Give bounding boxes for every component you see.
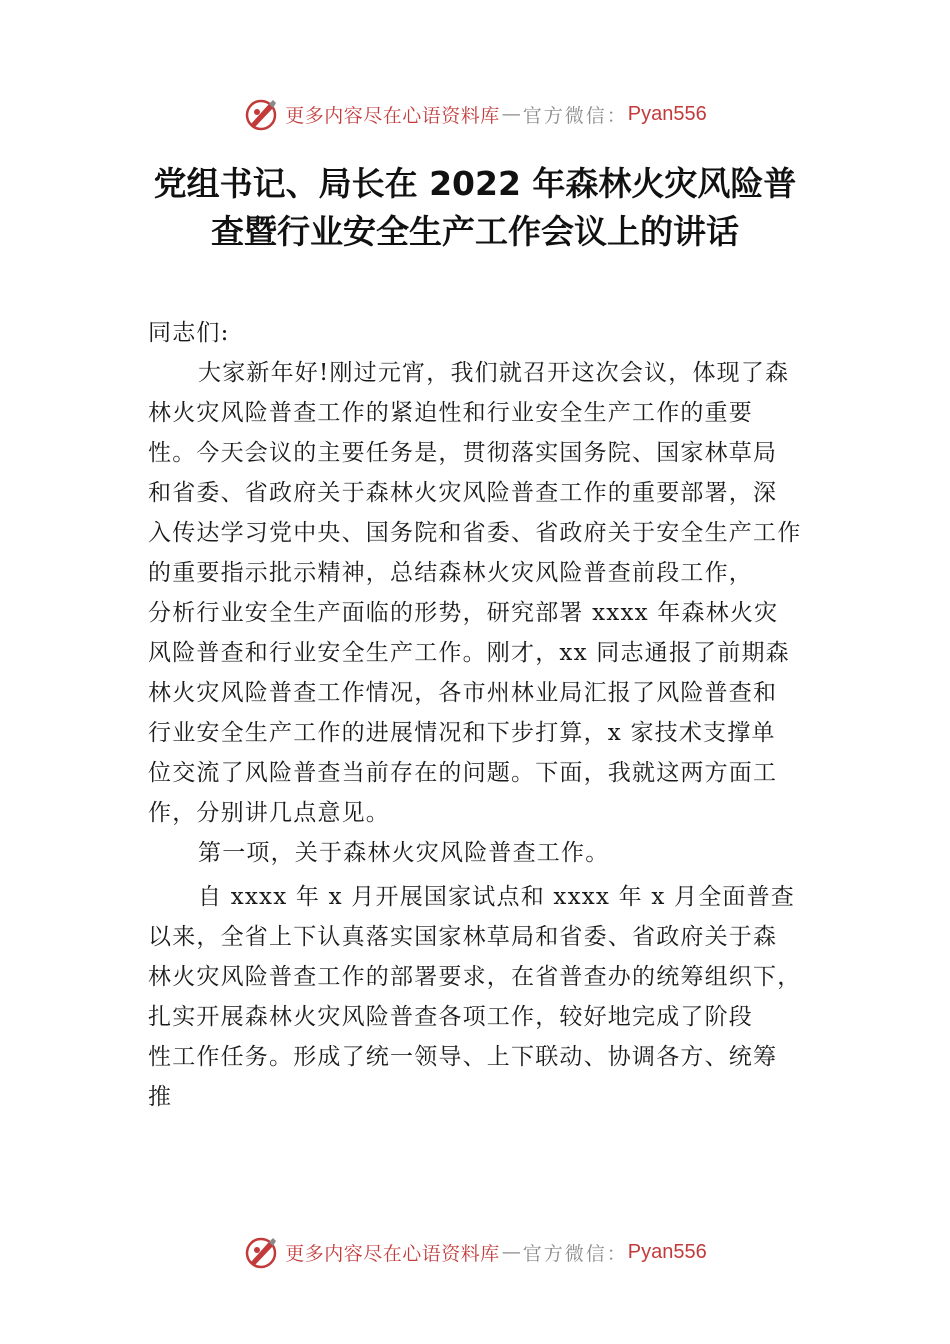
section-heading: 第一项，关于森林火灾风险普查工作。 [198,840,610,866]
paragraph-line: 作，分别讲几点意见。 [148,800,390,826]
wechat-label: 官方微信： [522,1242,628,1265]
paragraph-line: 以来，全省上下认真落实国家林草局和省委、省政府关于森 [148,924,778,950]
paragraph-line: 自 xxxx 年 x 月开展国家试点和 xxxx 年 x 月全面普查 [198,884,796,910]
paragraph-line: 林火灾风险普查工作的部署要求，在省普查办的统筹组织下， [148,964,802,990]
wechat-id: Pyan556 [627,102,707,125]
document-title [100,160,850,256]
title-line-2: 查暨行业安全生产工作会议上的讲话 [211,212,739,251]
header-banner [0,94,950,134]
paragraph-line: 的重要指示批示精神，总结森林火灾风险普查前段工作， [148,560,753,586]
paragraph-line: 位交流了风险普查当前存在的问题。下面，我就这两方面工 [148,760,778,786]
banner-text: 更多内容尽在心语资料库 [285,104,500,127]
paragraph-line: 林火灾风险普查工作情况，各市州林业局汇报了风险普查和 [148,680,778,706]
paragraph-line: 推 [148,1084,173,1110]
pen-logo-icon [243,1234,279,1270]
salutation: 同志们: [148,320,230,346]
paragraph-line: 大家新年好!刚过元宵，我们就召开这次会议，体现了森 [198,360,790,386]
wechat-label: 官方微信： [522,104,628,127]
paragraph-line: 和省委、省政府关于森林火灾风险普查工作的重要部署，深 [148,480,778,506]
footer-banner [0,1232,950,1272]
document-body [148,313,838,1117]
paragraph-line: 行业安全生产工作的进展情况和下步打算，x 家技术支撑单 [148,720,776,746]
banner-separator: — [501,103,521,125]
pen-logo-icon [243,96,279,132]
wechat-id: Pyan556 [627,1240,707,1263]
paragraph-line: 分析行业安全生产面临的形势，研究部署 xxxx 年森林火灾 [148,600,779,626]
title-line-1: 党组书记、局长在 2022 年森林火灾风险普 [153,164,797,203]
banner-separator: — [501,1241,521,1263]
paragraph-line: 性工作任务。形成了统一领导、上下联动、协调各方、统筹 [148,1044,778,1070]
paragraph-line: 风险普查和行业安全生产工作。刚才，xx 同志通报了前期森 [148,640,790,666]
paragraph-line: 入传达学习党中央、国务院和省委、省政府关于安全生产工作 [148,520,802,546]
paragraph-line: 性。今天会议的主要任务是，贯彻落实国务院、国家林草局 [148,440,778,466]
banner-text: 更多内容尽在心语资料库 [285,1242,500,1265]
paragraph-line: 林火灾风险普查工作的紧迫性和行业安全生产工作的重要 [148,400,753,426]
paragraph-line: 扎实开展森林火灾风险普查各项工作，较好地完成了阶段 [148,1004,753,1030]
